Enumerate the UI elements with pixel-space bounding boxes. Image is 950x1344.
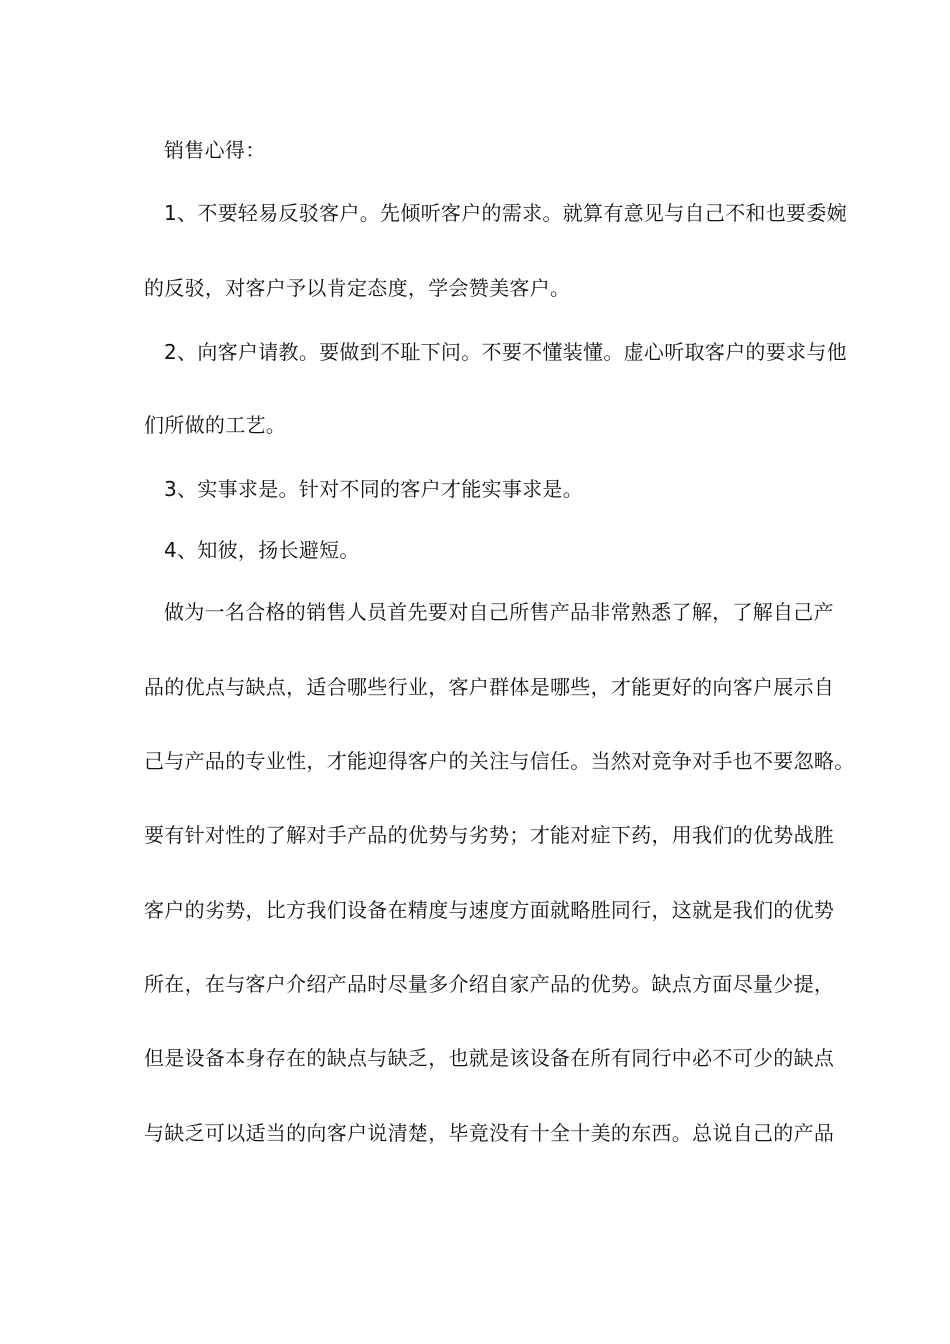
point-1-line-1: 1、不要轻易反驳客户。先倾听客户的需求。就算有意见与自己不和也要委婉: [164, 201, 847, 225]
document-heading: 销售心得：: [164, 138, 266, 162]
paragraph-line-8: 与缺乏可以适当的向客户说清楚，毕竟没有十全十美的东西。总说自己的产品: [144, 1121, 835, 1145]
paragraph-line-4: 要有针对性的了解对手产品的优势与劣势；才能对症下药，用我们的优势战胜: [144, 823, 835, 847]
paragraph-line-3: 己与产品的专业性，才能迎得客户的关注与信任。当然对竞争对手也不要忽略。: [144, 749, 855, 773]
point-2-line-2: 们所做的工艺。: [144, 413, 287, 437]
paragraph-line-2: 品的优点与缺点，适合哪些行业，客户群体是哪些，才能更好的向客户展示自: [144, 675, 835, 699]
paragraph-line-7: 但是设备本身存在的缺点与缺乏，也就是该设备在所有同行中必不可少的缺点: [144, 1046, 835, 1070]
paragraph-line-6: 所在，在与客户介绍产品时尽量多介绍自家产品的优势。缺点方面尽量少提，: [144, 972, 835, 996]
point-4-line-1: 4、知彼，扬长避短。: [164, 538, 360, 562]
paragraph-line-1: 做为一名合格的销售人员首先要对自己所售产品非常熟悉了解，了解自己产: [164, 600, 834, 624]
point-1-line-2: 的反驳，对客户予以肯定态度，学会赞美客户。: [144, 276, 571, 300]
paragraph-line-5: 客户的劣势，比方我们设备在精度与速度方面就略胜同行，这就是我们的优势: [144, 898, 835, 922]
point-2-line-1: 2、向客户请教。要做到不耻下问。不要不懂装懂。虚心听取客户的要求与他: [164, 340, 847, 364]
point-3-line-1: 3、实事求是。针对不同的客户才能实事求是。: [164, 477, 584, 501]
